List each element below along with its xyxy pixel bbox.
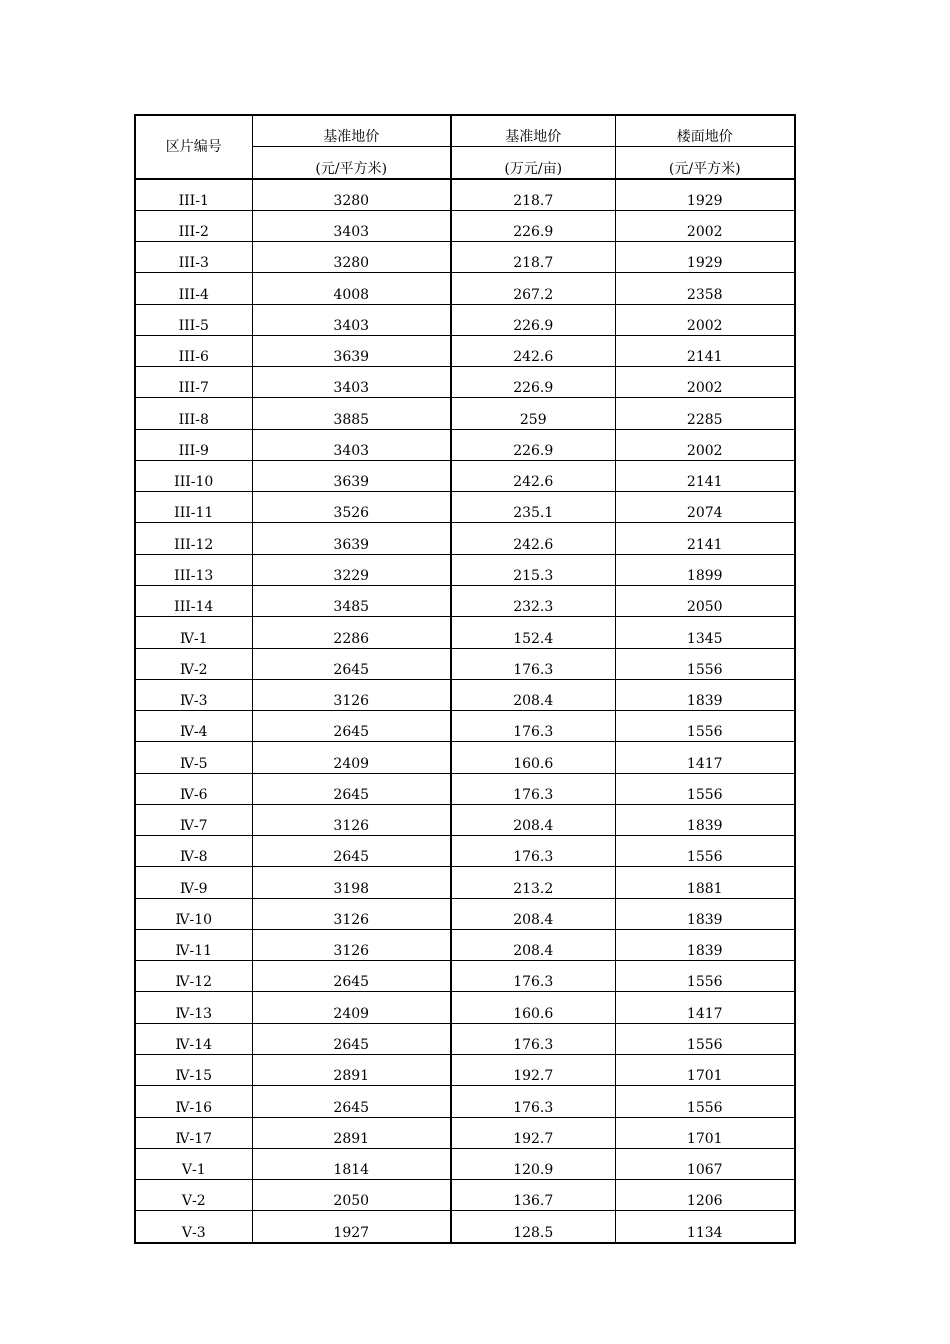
table-row <box>135 679 795 710</box>
zone-id-cell: Ⅳ-14 <box>135 1023 252 1054</box>
zone-id-header: 区片编号 <box>135 115 252 179</box>
floor-price-cell: 2141 <box>615 335 795 366</box>
table-row <box>135 585 795 616</box>
base-price-mu-cell: 232.3 <box>451 585 615 616</box>
base-price-mu-cell: 226.9 <box>451 210 615 241</box>
zone-id-cell: Ⅳ-7 <box>135 804 252 835</box>
table-body <box>135 179 795 1243</box>
table-row <box>135 992 795 1023</box>
zone-id-cell: III-12 <box>135 523 252 554</box>
table-row <box>135 1054 795 1085</box>
base-price-sqm-cell: 3126 <box>252 804 451 835</box>
base-price-mu-cell: 176.3 <box>451 1086 615 1117</box>
floor-price-cell: 1556 <box>615 836 795 867</box>
floor-price-cell: 1701 <box>615 1054 795 1085</box>
floor-price-cell: 1206 <box>615 1180 795 1211</box>
floor-price-cell: 2050 <box>615 585 795 616</box>
zone-id-cell: Ⅳ-17 <box>135 1117 252 1148</box>
zone-id-cell: Ⅳ-15 <box>135 1054 252 1085</box>
base-price-mu-cell: 160.6 <box>451 742 615 773</box>
floor-price-cell: 2002 <box>615 304 795 335</box>
zone-id-cell: III-4 <box>135 273 252 304</box>
zone-id-cell: III-3 <box>135 242 252 273</box>
floor-price-cell: 1556 <box>615 1023 795 1054</box>
base-price-mu-cell: 226.9 <box>451 367 615 398</box>
zone-id-cell: Ⅳ-13 <box>135 992 252 1023</box>
table-row <box>135 429 795 460</box>
floor-price-cell: 1929 <box>615 242 795 273</box>
floor-price-cell: 1839 <box>615 679 795 710</box>
base-price-sqm-cell: 3280 <box>252 179 451 211</box>
base-price-sqm-cell: 2409 <box>252 992 451 1023</box>
base-price-sqm-cell: 3403 <box>252 429 451 460</box>
floor-price-cell: 2002 <box>615 367 795 398</box>
base-price-mu-cell: 226.9 <box>451 429 615 460</box>
zone-id-cell: Ⅳ-2 <box>135 648 252 679</box>
zone-id-cell: III-1 <box>135 179 252 211</box>
floor-price-header: 楼面地价 <box>615 115 795 147</box>
floor-price-cell: 2002 <box>615 210 795 241</box>
floor-price-cell: 1417 <box>615 992 795 1023</box>
base-price-sqm-cell: 3126 <box>252 679 451 710</box>
zone-id-cell: III-8 <box>135 398 252 429</box>
land-price-table <box>134 114 796 1244</box>
floor-price-cell: 1839 <box>615 898 795 929</box>
base-price-sqm-cell: 3639 <box>252 335 451 366</box>
floor-price-cell: 1899 <box>615 554 795 585</box>
zone-id-cell: III-14 <box>135 585 252 616</box>
table-row <box>135 523 795 554</box>
base-price-sqm-cell: 2050 <box>252 1180 451 1211</box>
table-row <box>135 711 795 742</box>
floor-price-cell: 2141 <box>615 460 795 491</box>
table-row <box>135 554 795 585</box>
table-row <box>135 648 795 679</box>
table-row <box>135 867 795 898</box>
base-price-mu-cell: 218.7 <box>451 179 615 211</box>
base-price-sqm-header: 基准地价 <box>252 115 451 147</box>
base-price-sqm-cell: 3229 <box>252 554 451 585</box>
zone-id-cell: III-2 <box>135 210 252 241</box>
base-price-mu-cell: 176.3 <box>451 1023 615 1054</box>
zone-id-cell: III-9 <box>135 429 252 460</box>
base-price-mu-cell: 176.3 <box>451 773 615 804</box>
table-row <box>135 1117 795 1148</box>
table-row <box>135 398 795 429</box>
zone-id-cell: III-5 <box>135 304 252 335</box>
zone-id-cell: Ⅳ-6 <box>135 773 252 804</box>
zone-id-cell: Ⅴ-1 <box>135 1148 252 1179</box>
table-row <box>135 210 795 241</box>
base-price-mu-cell: 242.6 <box>451 460 615 491</box>
base-price-mu-cell: 267.2 <box>451 273 615 304</box>
base-price-sqm-cell: 2409 <box>252 742 451 773</box>
base-price-mu-cell: 192.7 <box>451 1054 615 1085</box>
base-price-sqm-cell: 2645 <box>252 711 451 742</box>
table-row <box>135 242 795 273</box>
base-price-sqm-cell: 2645 <box>252 961 451 992</box>
floor-price-cell: 1881 <box>615 867 795 898</box>
base-price-sqm-cell: 2645 <box>252 1023 451 1054</box>
table-row <box>135 773 795 804</box>
table-row <box>135 335 795 366</box>
base-price-sqm-cell: 3403 <box>252 304 451 335</box>
zone-id-cell: Ⅴ-2 <box>135 1180 252 1211</box>
floor-price-cell: 1701 <box>615 1117 795 1148</box>
table-row <box>135 492 795 523</box>
floor-price-cell: 2074 <box>615 492 795 523</box>
base-price-sqm-cell: 3526 <box>252 492 451 523</box>
table-row <box>135 367 795 398</box>
floor-price-cell: 1556 <box>615 1086 795 1117</box>
zone-id-cell: III-13 <box>135 554 252 585</box>
base-price-mu-cell: 152.4 <box>451 617 615 648</box>
floor-price-cell: 2285 <box>615 398 795 429</box>
table-row <box>135 179 795 211</box>
table-row <box>135 304 795 335</box>
base-price-sqm-cell: 3885 <box>252 398 451 429</box>
floor-price-cell: 1839 <box>615 929 795 960</box>
zone-id-cell: Ⅳ-1 <box>135 617 252 648</box>
base-price-mu-cell: 235.1 <box>451 492 615 523</box>
floor-price-cell: 1929 <box>615 179 795 211</box>
zone-id-cell: III-11 <box>135 492 252 523</box>
base-price-sqm-cell: 1927 <box>252 1211 451 1243</box>
zone-id-cell: Ⅳ-16 <box>135 1086 252 1117</box>
base-price-sqm-unit: (元/平方米) <box>252 147 451 179</box>
base-price-mu-unit: (万元/亩) <box>451 147 615 179</box>
zone-id-cell: III-6 <box>135 335 252 366</box>
base-price-sqm-cell: 1814 <box>252 1148 451 1179</box>
table-row <box>135 1148 795 1179</box>
base-price-sqm-cell: 2286 <box>252 617 451 648</box>
floor-price-cell: 1345 <box>615 617 795 648</box>
floor-price-cell: 1134 <box>615 1211 795 1243</box>
zone-id-cell: Ⅳ-12 <box>135 961 252 992</box>
base-price-mu-cell: 208.4 <box>451 929 615 960</box>
base-price-mu-cell: 176.3 <box>451 961 615 992</box>
floor-price-cell: 2141 <box>615 523 795 554</box>
table-row <box>135 1211 795 1243</box>
base-price-sqm-cell: 3280 <box>252 242 451 273</box>
zone-id-cell: Ⅳ-5 <box>135 742 252 773</box>
header-row-top <box>135 115 795 147</box>
floor-price-cell: 2002 <box>615 429 795 460</box>
floor-price-cell: 2358 <box>615 273 795 304</box>
base-price-sqm-cell: 2645 <box>252 773 451 804</box>
base-price-mu-cell: 213.2 <box>451 867 615 898</box>
base-price-sqm-cell: 3126 <box>252 898 451 929</box>
table-row <box>135 742 795 773</box>
base-price-mu-cell: 120.9 <box>451 1148 615 1179</box>
table-row <box>135 1023 795 1054</box>
base-price-mu-cell: 208.4 <box>451 679 615 710</box>
table-row <box>135 929 795 960</box>
floor-price-cell: 1839 <box>615 804 795 835</box>
floor-price-cell: 1556 <box>615 961 795 992</box>
base-price-sqm-cell: 3403 <box>252 210 451 241</box>
base-price-mu-cell: 242.6 <box>451 523 615 554</box>
base-price-mu-cell: 176.3 <box>451 836 615 867</box>
zone-id-cell: Ⅳ-10 <box>135 898 252 929</box>
floor-price-cell: 1067 <box>615 1148 795 1179</box>
table-row <box>135 460 795 491</box>
base-price-mu-cell: 128.5 <box>451 1211 615 1243</box>
base-price-sqm-cell: 3198 <box>252 867 451 898</box>
floor-price-cell: 1556 <box>615 773 795 804</box>
base-price-mu-cell: 208.4 <box>451 898 615 929</box>
zone-id-cell: Ⅳ-3 <box>135 679 252 710</box>
base-price-sqm-cell: 2891 <box>252 1117 451 1148</box>
base-price-mu-header: 基准地价 <box>451 115 615 147</box>
floor-price-cell: 1556 <box>615 711 795 742</box>
zone-id-cell: Ⅳ-4 <box>135 711 252 742</box>
base-price-sqm-cell: 2645 <box>252 648 451 679</box>
base-price-mu-cell: 176.3 <box>451 648 615 679</box>
base-price-sqm-cell: 3126 <box>252 929 451 960</box>
table-row <box>135 273 795 304</box>
zone-id-cell: Ⅳ-9 <box>135 867 252 898</box>
base-price-mu-cell: 215.3 <box>451 554 615 585</box>
base-price-mu-cell: 192.7 <box>451 1117 615 1148</box>
base-price-sqm-cell: 3485 <box>252 585 451 616</box>
base-price-mu-cell: 218.7 <box>451 242 615 273</box>
table-row <box>135 1086 795 1117</box>
base-price-sqm-cell: 3639 <box>252 460 451 491</box>
table-row <box>135 804 795 835</box>
floor-price-unit: (元/平方米) <box>615 147 795 179</box>
floor-price-cell: 1556 <box>615 648 795 679</box>
base-price-mu-cell: 242.6 <box>451 335 615 366</box>
table-row <box>135 617 795 648</box>
base-price-sqm-cell: 3403 <box>252 367 451 398</box>
base-price-mu-cell: 176.3 <box>451 711 615 742</box>
zone-id-cell: III-7 <box>135 367 252 398</box>
base-price-sqm-cell: 2645 <box>252 1086 451 1117</box>
base-price-mu-cell: 160.6 <box>451 992 615 1023</box>
zone-id-cell: Ⅴ-3 <box>135 1211 252 1243</box>
table-row <box>135 836 795 867</box>
base-price-mu-cell: 136.7 <box>451 1180 615 1211</box>
table-row <box>135 1180 795 1211</box>
floor-price-cell: 1417 <box>615 742 795 773</box>
base-price-mu-cell: 226.9 <box>451 304 615 335</box>
zone-id-cell: Ⅳ-8 <box>135 836 252 867</box>
table-row <box>135 898 795 929</box>
base-price-mu-cell: 208.4 <box>451 804 615 835</box>
base-price-sqm-cell: 2891 <box>252 1054 451 1085</box>
zone-id-cell: III-10 <box>135 460 252 491</box>
base-price-sqm-cell: 2645 <box>252 836 451 867</box>
table-row <box>135 961 795 992</box>
base-price-mu-cell: 259 <box>451 398 615 429</box>
base-price-sqm-cell: 4008 <box>252 273 451 304</box>
zone-id-cell: Ⅳ-11 <box>135 929 252 960</box>
base-price-sqm-cell: 3639 <box>252 523 451 554</box>
